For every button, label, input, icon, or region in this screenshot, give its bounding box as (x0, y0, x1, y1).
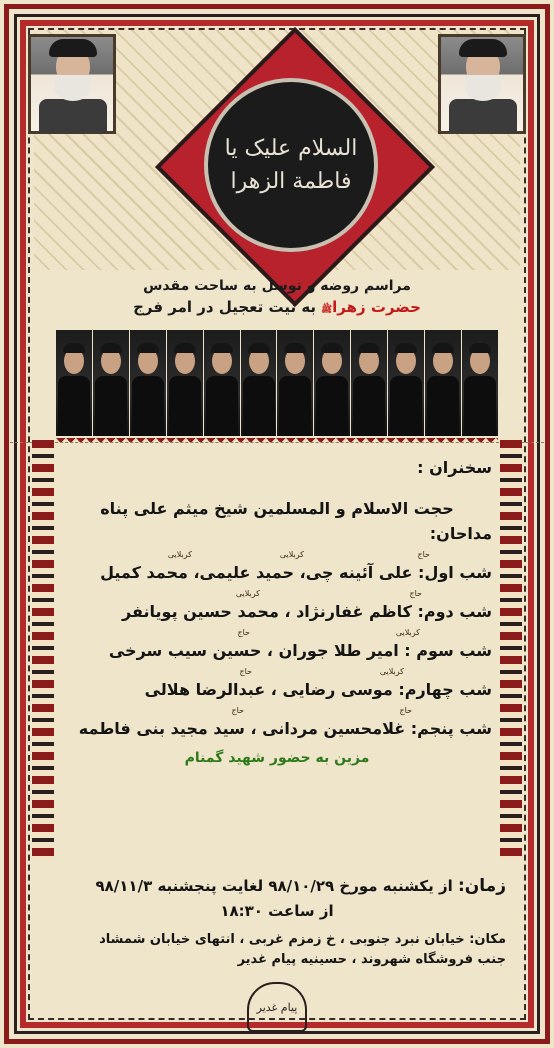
event-title: مراسم روضه و توسل به ساحت مقدس (143, 278, 411, 294)
event-purpose: به نیت تعجیل در امر فرج (133, 298, 317, 316)
title-tag: حاج (409, 589, 422, 598)
performer-photos (56, 330, 498, 436)
performer-photo (204, 330, 240, 436)
start-hour: از ساعت ۱۸:۳۰ (220, 902, 334, 920)
performer-photo (130, 330, 166, 436)
night-text: شب چهارم: موسی رضایی ، عبدالرضا هلالی (144, 680, 492, 699)
title-tag: کربلایی (235, 589, 260, 598)
time-label: زمان: (457, 876, 506, 896)
night-text: شب دوم: کاظم غفارنژاد ، محمد حسین پویانفر (122, 602, 492, 621)
place-line-2: جنب فروشگاه شهروند ، حسینیه پیام غدیر (237, 951, 506, 967)
performer-photo (351, 330, 387, 436)
seal-text: پیام غدیر (256, 1000, 298, 1014)
calligraphy-emblem (176, 48, 406, 278)
title-tag: حاج (231, 706, 244, 715)
calligraphy-roundel (204, 78, 378, 252)
time-line (48, 876, 506, 896)
adorned-line: مزین به حضور شهید گمنام (184, 750, 370, 766)
night-2 (62, 589, 492, 621)
title-tag: حاج (417, 550, 430, 559)
speaker-label: سخنران : (417, 458, 492, 477)
calligraphy-text: السلام علیک یا فاطمة الزهرا (224, 136, 358, 194)
place (48, 930, 506, 969)
performer-photo (241, 330, 277, 436)
title-tag: حاج (239, 667, 252, 676)
performer-photo (425, 330, 461, 436)
hosseinieh-seal-logo (247, 982, 307, 1032)
portrait-left (28, 34, 116, 134)
night-text: شب اول: علی آئینه چی، حمید علیمی، محمد کمیل (100, 563, 492, 582)
performer-photo (56, 330, 92, 436)
performer-photo (388, 330, 424, 436)
performer-photo (277, 330, 313, 436)
night-5 (62, 706, 492, 738)
title-tag: حاج (237, 628, 250, 637)
title-tag: حاج (399, 706, 412, 715)
performer-photo (314, 330, 350, 436)
schedule-block (48, 876, 506, 969)
event-subject: حضرت زهرا (332, 298, 421, 316)
honorific: ﷺ (321, 305, 333, 315)
night-text: شب سوم : امیر طلا جوران ، حسین سیب سرخی (108, 641, 492, 660)
place-label: مکان: (469, 932, 506, 947)
maddahan-label: مداحان: (429, 524, 492, 543)
night-text: شب پنجم: غلامحسین مردانی ، سید مجید بنی فاطمه (78, 719, 492, 738)
title-tag: کربلایی (167, 550, 192, 559)
title-tag: کربلایی (279, 550, 304, 559)
performer-photo (167, 330, 203, 436)
side-ornament-left (32, 440, 54, 860)
speaker-name: حجت الاسلام و المسلمین شیخ میثم علی پناه (100, 499, 454, 518)
night-3 (62, 628, 492, 660)
title-tag: کربلایی (395, 628, 420, 637)
event-subtitle (40, 298, 514, 317)
performer-photo (93, 330, 129, 436)
night-4 (62, 667, 492, 699)
fold-divider (10, 442, 544, 444)
place-line-1: خیابان نبرد جنوبی ، خ زمزم غربی ، انتهای خیابان شمشاد (99, 932, 465, 947)
night-1 (62, 550, 492, 582)
title-tag: کربلایی (379, 667, 404, 676)
date-range: از یکشنبه مورخ ۹۸/۱۰/۲۹ لغایت پنجشنبه ۹۸/۱۱/۳ (95, 877, 453, 895)
portrait-right (438, 34, 526, 134)
side-ornament-right (500, 440, 522, 860)
performer-photo (462, 330, 498, 436)
